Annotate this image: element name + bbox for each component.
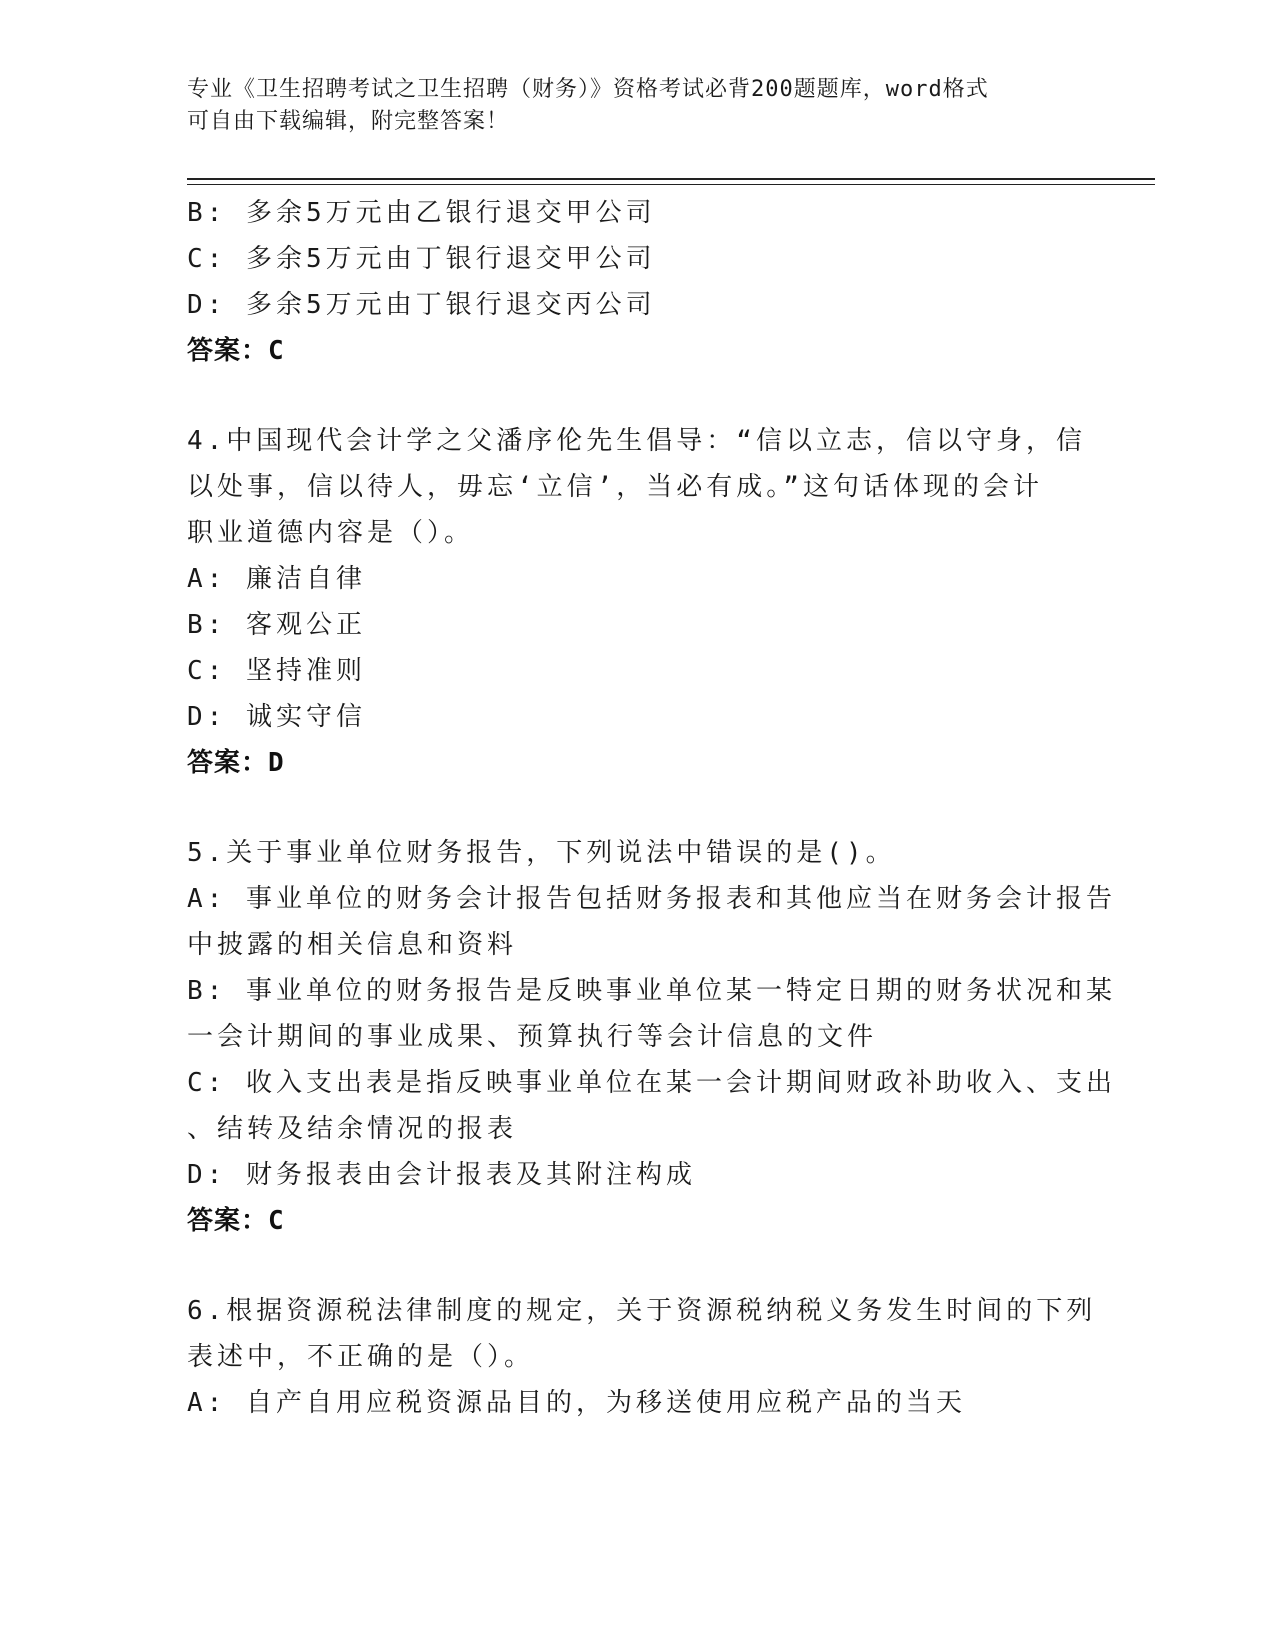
question-list — [187, 190, 1116, 1426]
question-4 — [187, 418, 1087, 786]
header-line-2: 可自由下载编辑，附完整答案！ — [187, 109, 510, 134]
q4-stem-line-1: 4.中国现代会计学之父潘序伦先生倡导：“信以立志，信以守身，信 — [187, 426, 1086, 456]
q5-option-b-line-1: B: 事业单位的财务报告是反映事业单位某一特定日期的财务状况和某 — [187, 976, 1116, 1006]
q5-option-a-line-1: A: 事业单位的财务会计报告包括财务报表和其他应当在财务会计报告 — [187, 884, 1116, 914]
q3-option-b: B: 多余5万元由乙银行退交甲公司 — [187, 198, 656, 228]
q5-option-b-line-2: 一会计期间的事业成果、预算执行等会计信息的文件 — [187, 1022, 878, 1052]
q5-option-a-line-2: 中披露的相关信息和资料 — [187, 930, 518, 960]
q5-option-c-line-2: 、结转及结余情况的报表 — [187, 1114, 518, 1144]
q5-option-c-line-1: C: 收入支出表是指反映事业单位在某一会计期间财政补助收入、支出 — [187, 1068, 1116, 1098]
q4-answer: 答案：D — [187, 748, 285, 778]
question-gap — [187, 1244, 1087, 1288]
q4-stem-line-3: 职业道德内容是（）。 — [187, 518, 475, 548]
q5-option-d: D: 财务报表由会计报表及其附注构成 — [187, 1160, 696, 1190]
document-header — [187, 74, 1067, 138]
q4-stem-line-2: 以处事，信以待人，毋忘‘立信’，当必有成。”这句话体现的会计 — [187, 472, 1043, 502]
q3-option-d: D: 多余5万元由丁银行退交丙公司 — [187, 290, 656, 320]
question-6 — [187, 1288, 1097, 1426]
question-5 — [187, 830, 1116, 1244]
q3-answer: 答案：C — [187, 336, 285, 366]
q4-option-b: B: 客观公正 — [187, 610, 366, 640]
q5-stem: 5.关于事业单位财务报告，下列说法中错误的是()。 — [187, 838, 896, 868]
q6-option-a: A: 自产自用应税资源品目的，为移送使用应税产品的当天 — [187, 1388, 966, 1418]
question-3-tail — [187, 190, 1087, 374]
q5-answer: 答案：C — [187, 1206, 285, 1236]
question-gap — [187, 374, 1087, 418]
header-rule-thin — [187, 184, 1155, 185]
q4-option-d: D: 诚实守信 — [187, 702, 366, 732]
q6-stem-line-1: 6.根据资源税法律制度的规定，关于资源税纳税义务发生时间的下列 — [187, 1296, 1097, 1326]
q4-option-c: C: 坚持准则 — [187, 656, 366, 686]
header-line-1: 专业《卫生招聘考试之卫生招聘（财务）》资格考试必背200题题库，word格式 — [187, 77, 989, 102]
q3-option-c: C: 多余5万元由丁银行退交甲公司 — [187, 244, 656, 274]
header-rule-thick — [187, 178, 1155, 180]
question-gap — [187, 786, 1087, 830]
q4-option-a: A: 廉洁自律 — [187, 564, 366, 594]
q6-stem-line-2: 表述中，不正确的是（）。 — [187, 1342, 535, 1372]
